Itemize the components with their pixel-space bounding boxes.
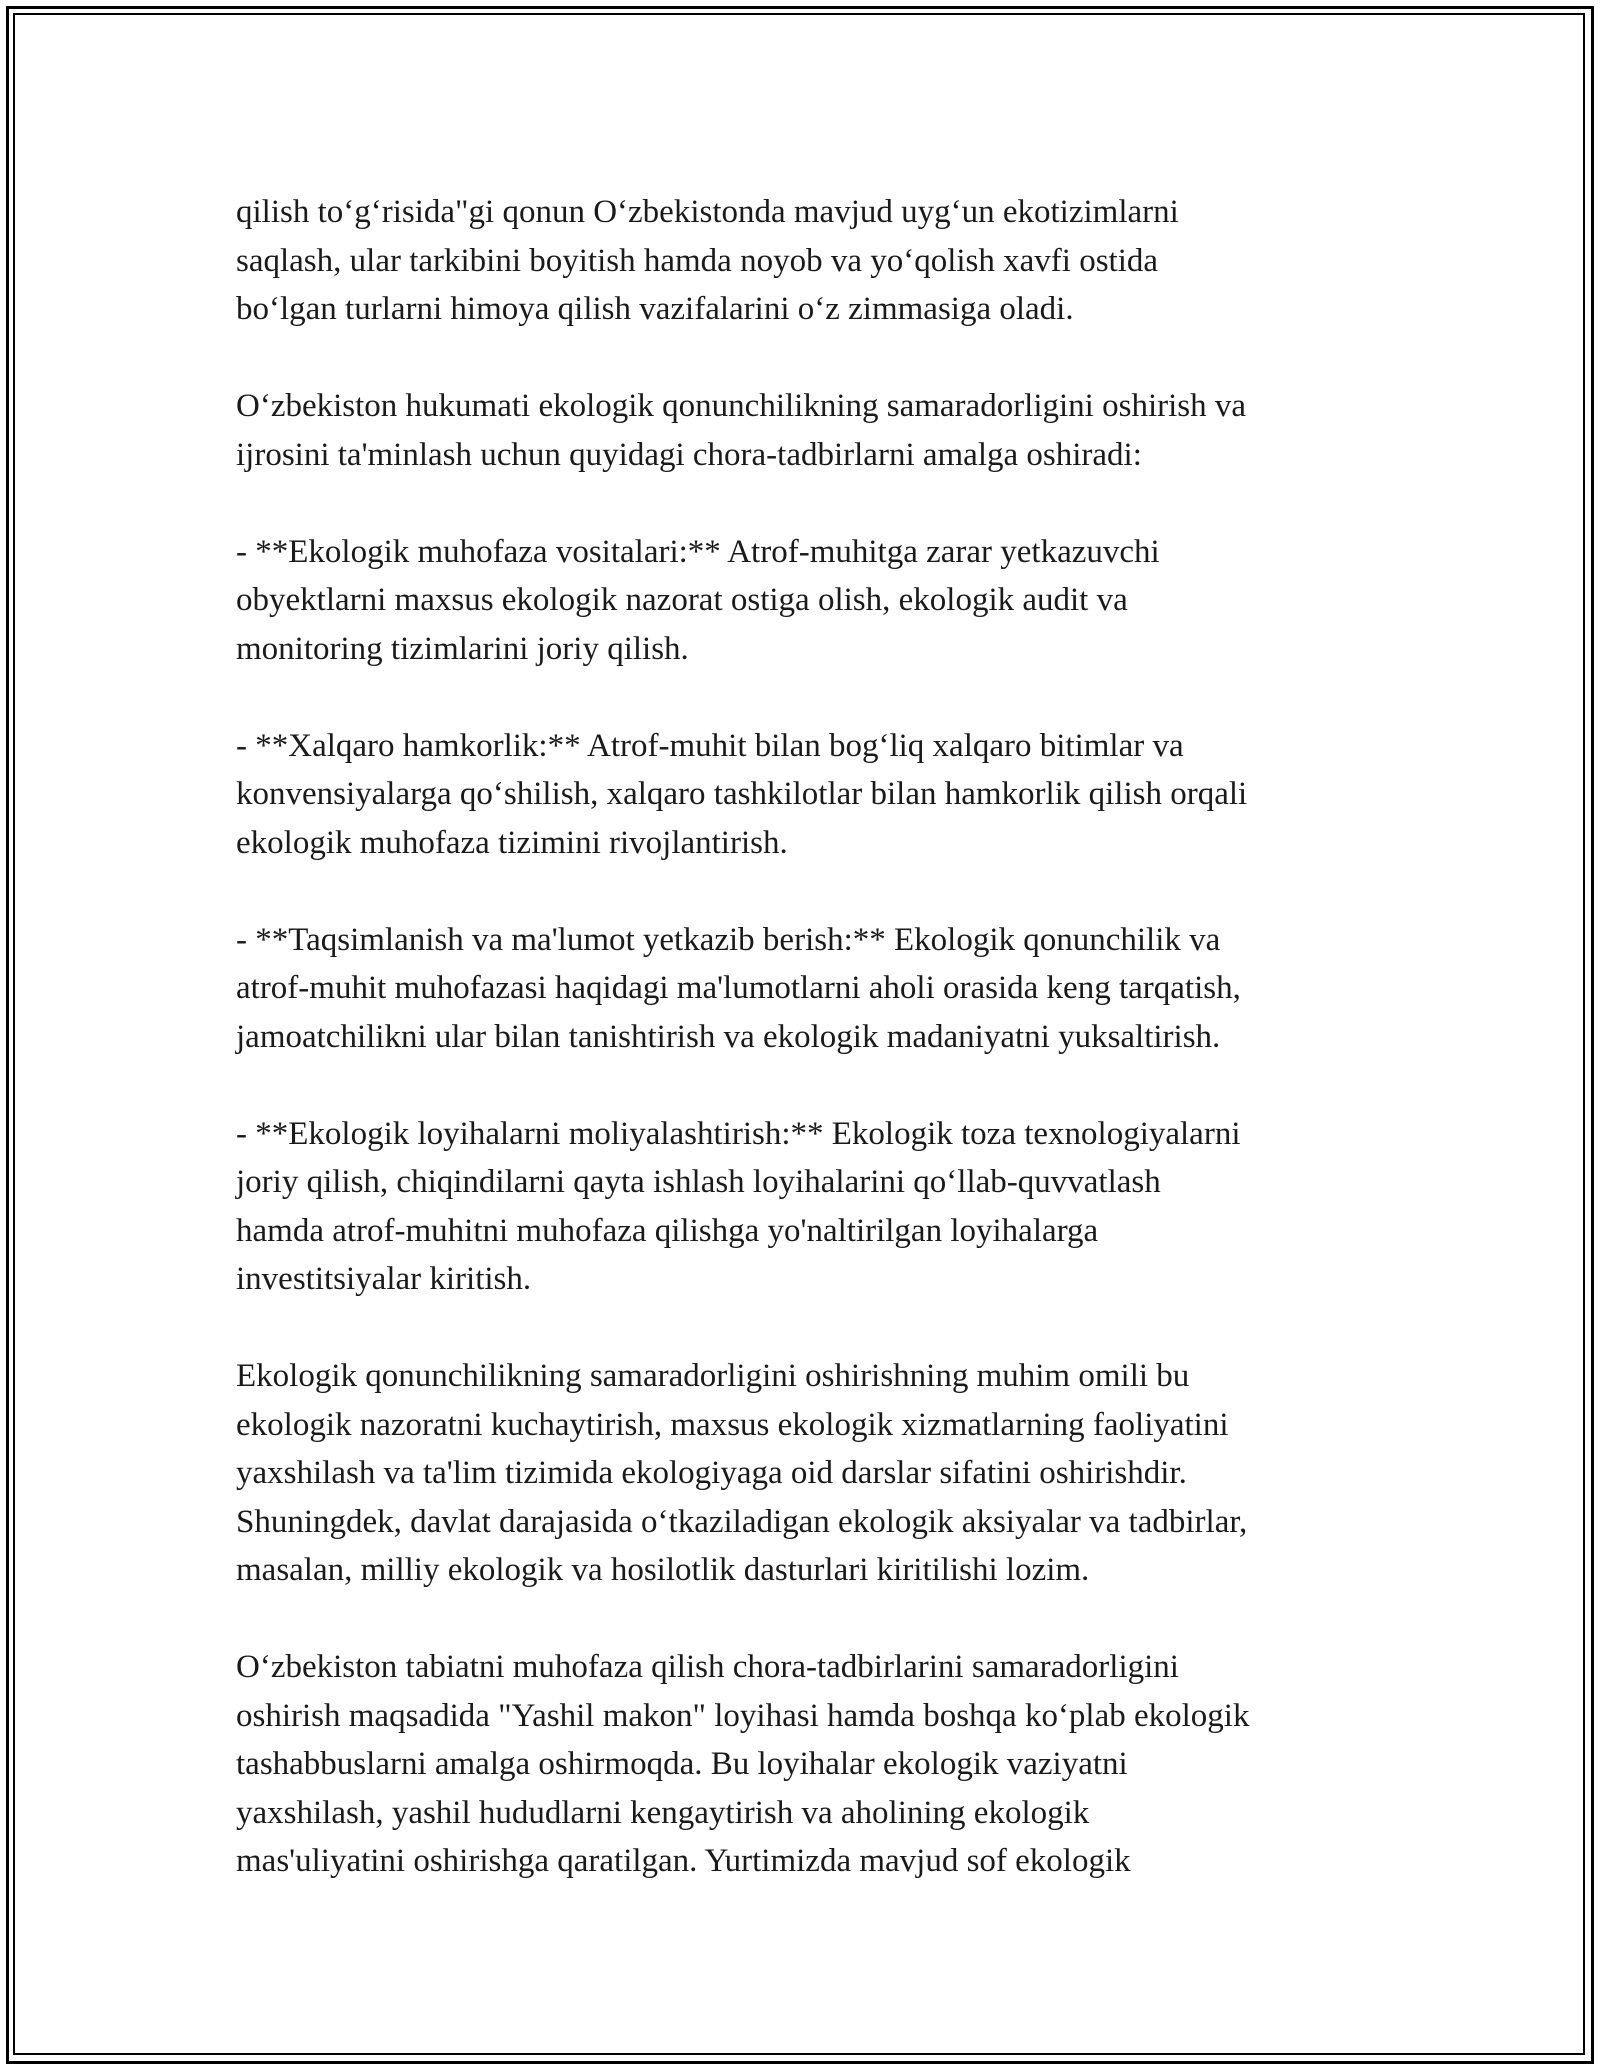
- text-line: Ekologik qonunchilikning samaradorligini oshirishning muhim omili bu: [236, 1358, 1190, 1394]
- text-line: monitoring tizimlarini joriy qilish.: [236, 630, 689, 667]
- text-line: - **Taqsimlanish va ma'lumot yetkazib berish:** Ekologik qonunchilik va: [236, 921, 1221, 958]
- text-line: - **Xalqaro hamkorlik:** Atrof-muhit bilan bog‘liq xalqaro bitimlar va: [236, 727, 1184, 764]
- text-line: investitsiyalar kiritish.: [236, 1261, 532, 1297]
- text-line: jamoatchilikni ular bilan tanishtirish va ekologik madaniyatni yuksaltirish.: [236, 1018, 1221, 1055]
- text-line: - **Ekologik loyihalarni moliyalashtirish:** Ekologik toza texnologiyalarni: [236, 1115, 1241, 1152]
- text-line: ekologik muhofaza tizimini rivojlantirish.: [236, 824, 788, 861]
- text-line: yaxshilash va ta'lim tizimida ekologiyaga oid darslar sifatini oshirishdir.: [236, 1455, 1187, 1491]
- text-line: qilish to‘g‘risida"gi qonun O‘zbekistonda mavjud uyg‘un ekotizimlarni: [236, 194, 1179, 230]
- text-line: O‘zbekiston tabiatni muhofaza qilish chora-tadbirlarini samaradorligini: [236, 1649, 1179, 1685]
- text-line: tashabbuslarni amalga oshirmoqda. Bu loyihalar ekologik vaziyatni: [236, 1746, 1128, 1782]
- text-line: - **Ekologik muhofaza vositalari:** Atrof-muhitga zarar yetkazuvchi: [236, 533, 1160, 570]
- text-line: ijrosini ta'minlash uchun quyidagi chora-tadbirlarni amalga oshiradi:: [236, 436, 1142, 473]
- text-line: Shuningdek, davlat darajasida o‘tkaziladigan ekologik aksiyalar va tadbirlar,: [236, 1503, 1248, 1540]
- text-line: obyektlarni maxsus ekologik nazorat ostiga olish, ekologik audit va: [236, 582, 1128, 618]
- list-item: [236, 528, 1386, 674]
- text-line: mas'uliyatini oshirishga qaratilgan. Yurtimizda mavjud sof ekologik: [236, 1843, 1131, 1879]
- text-line: atrof-muhit muhofazasi haqidagi ma'lumotlarni aholi orasida keng tarqatish,: [236, 970, 1241, 1006]
- paragraph: [236, 188, 1386, 334]
- paragraph: [236, 1352, 1386, 1595]
- document-body: [236, 188, 1386, 1934]
- list-item: [236, 916, 1386, 1062]
- list-item: [236, 722, 1386, 868]
- paragraph: [236, 1643, 1386, 1886]
- paragraph: [236, 382, 1386, 479]
- text-line: konvensiyalarga qo‘shilish, xalqaro tashkilotlar bilan hamkorlik qilish orqali: [236, 776, 1248, 812]
- text-line: joriy qilish, chiqindilarni qayta ishlash loyihalarini qo‘llab-quvvatlash: [236, 1164, 1161, 1200]
- text-line: O‘zbekiston hukumati ekologik qonunchilikning samaradorligini oshirish va: [236, 388, 1247, 424]
- text-line: yaxshilash, yashil hududlarni kengaytirish va aholining ekologik: [236, 1794, 1090, 1831]
- text-line: oshirish maqsadida "Yashil makon" loyihasi hamda boshqa ko‘plab ekologik: [236, 1697, 1250, 1734]
- text-line: hamda atrof-muhitni muhofaza qilishga yo'naltirilgan loyihalarga: [236, 1212, 1099, 1249]
- text-line: ekologik nazoratni kuchaytirish, maxsus ekologik xizmatlarning faoliyatini: [236, 1406, 1229, 1443]
- text-line: bo‘lgan turlarni himoya qilish vazifalarini o‘z zimmasiga oladi.: [236, 291, 1074, 327]
- text-line: masalan, milliy ekologik va hosilotlik dasturlari kiritilishi lozim.: [236, 1552, 1090, 1588]
- list-item: [236, 1110, 1386, 1304]
- text-line: saqlash, ular tarkibini boyitish hamda noyob va yo‘qolish xavfi ostida: [236, 242, 1159, 279]
